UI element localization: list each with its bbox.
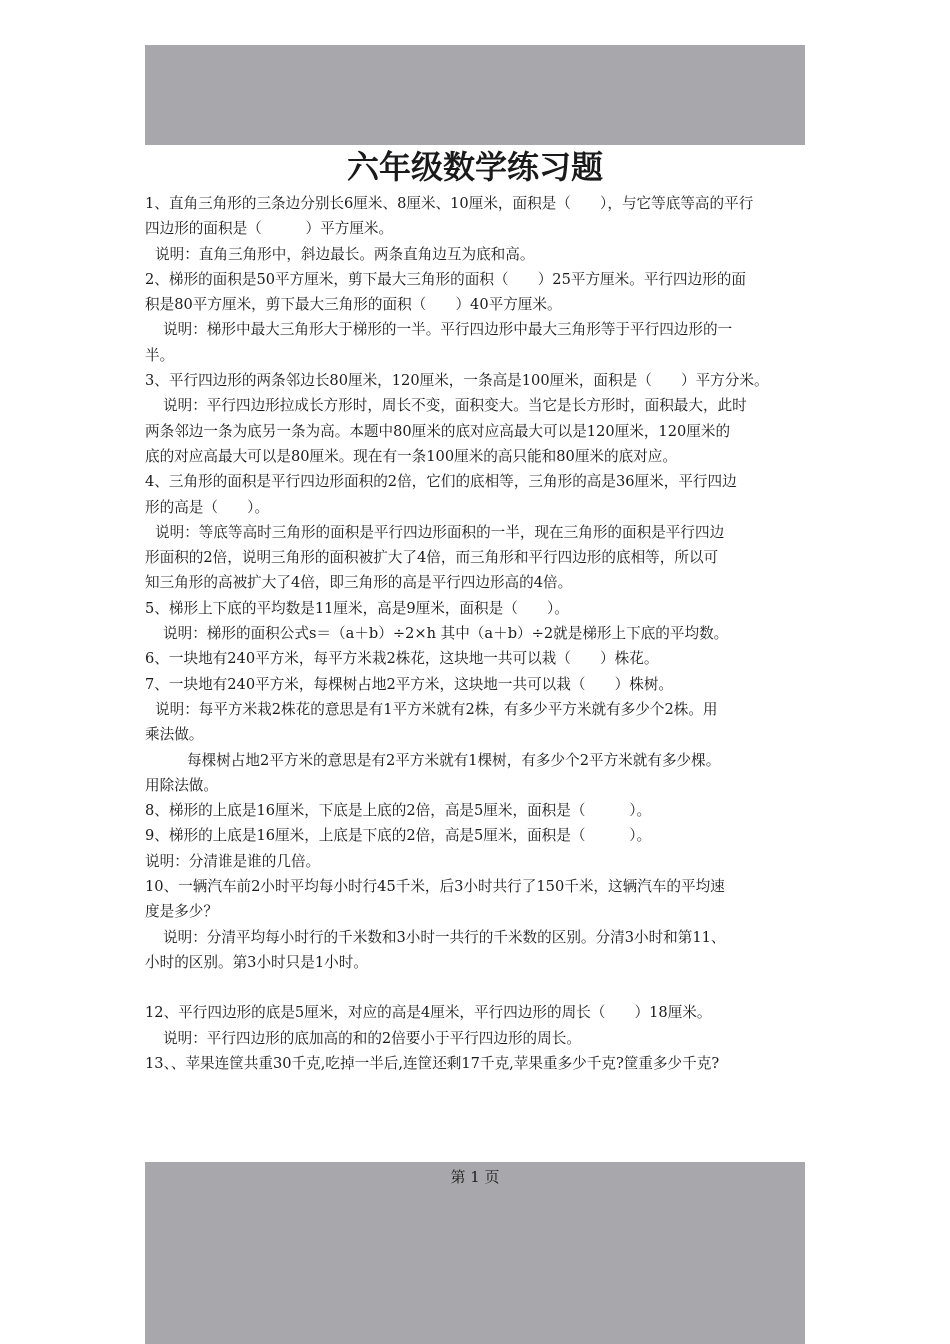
blank-line [145, 975, 813, 1000]
note-4-line-2: 形面积的2倍，说明三角形的面积被扩大了4倍，而三角形和平行四边形的底相等，所以可 [145, 549, 719, 567]
question-1-line-1: 1、直角三角形的三条边分别长6厘米、8厘米、10厘米，面积是（ ），与它等底等高的平行 [145, 195, 754, 212]
question-13: 13、、苹果连筐共重30千克,吃掉一半后,连筐还剩17千克,苹果重多少千克?筐重多少千克? [145, 1054, 720, 1072]
footer-band [145, 1162, 805, 1344]
question-2-line-1: 2、梯形的面积是50平方厘米，剪下最大三角形的面积（ ）25平方厘米。平行四边形的面 [145, 270, 746, 288]
question-2-line-2: 积是80平方厘米，剪下最大三角形的面积（ ）40平方厘米。 [145, 296, 562, 314]
note-12: 说明：平行四边形的底加高的和的2倍要小于平行四边形的周长。 [163, 1029, 581, 1047]
question-1-line-2: 四边形的面积是（ ）平方厘米。 [145, 220, 394, 238]
question-4-line-2: 形的高是（ ）。 [145, 498, 270, 516]
note-10-line-2: 小时的区别。第3小时只是1小时。 [145, 953, 368, 971]
note-2-line-2: 半。 [145, 346, 175, 364]
question-8: 8、梯形的上底是16厘米，下底是上底的2倍，高是5厘米，面积是（ ）。 [145, 802, 652, 820]
note-10-line-1: 说明：分清平均每小时行的千米数和3小时一共行的千米数的区别。分清3小时和第11、 [163, 928, 726, 946]
note-7-line-1: 说明：每平方米栽2株花的意思是有1平方米就有2株，有多少平方米就有多少个2株。用 [155, 700, 718, 718]
note-2-line-1: 说明：梯形中最大三角形大于梯形的一半。平行四边形中最大三角形等于平行四边形的一 [163, 321, 733, 339]
page-title: 六年级数学练习题 [346, 148, 603, 186]
note-3-line-3: 底的对应高最大可以是80厘米。现在有一条100厘米的高只能和80厘米的底对应。 [145, 447, 677, 465]
question-4-line-1: 4、三角形的面积是平行四边形面积的2倍，它们的底相等，三角形的高是36厘米，平行四边 [145, 473, 737, 491]
header-band [145, 45, 805, 145]
page-number: 第 1 页 [450, 1168, 500, 1186]
note-7-line-3: 每棵树占地2平方米的意思是有2平方米就有1棵树，有多少个2平方米就有多少棵。 [187, 751, 721, 769]
question-9: 9、梯形的上底是16厘米，上底是下底的2倍，高是5厘米，面积是（ ）。 [145, 827, 652, 845]
note-4-line-3: 知三角形的高被扩大了4倍，即三角形的高是平行四边形高的4倍。 [145, 574, 573, 592]
question-10-line-1: 10、一辆汽车前2小时平均每小时行45千米，后3小时共行了150千米，这辆汽车的平均速 [145, 878, 725, 896]
note-3-line-1: 说明：平行四边形拉成长方形时，周长不变，面积变大。当它是长方形时，面积最大，此时 [163, 397, 747, 415]
note-7-line-4: 用除法做。 [145, 776, 218, 794]
question-7: 7、一块地有240平方米，每棵树占地2平方米，这块地一共可以栽（ ）株树。 [145, 675, 674, 693]
note-1: 说明：直角三角形中，斜边最长。两条直角边互为底和高。 [155, 245, 535, 263]
document-body [145, 191, 813, 1076]
note-7-line-2: 乘法做。 [145, 726, 204, 744]
question-3: 3、平行四边形的两条邻边长80厘米，120厘米，一条高是100厘米，面积是（ ）平方分米。 [145, 372, 769, 390]
note-4-line-1: 说明：等底等高时三角形的面积是平行四边形面积的一半，现在三角形的面积是平行四边 [155, 523, 725, 541]
question-6: 6、一块地有240平方米，每平方米栽2株花，这块地一共可以栽（ ）株花。 [145, 650, 659, 668]
note-9: 说明：分清谁是谁的几倍。 [145, 852, 321, 870]
question-12: 12、平行四边形的底是5厘米，对应的高是4厘米，平行四边形的周长（ ）18厘米。 [145, 1004, 712, 1022]
question-5: 5、梯形上下底的平均数是11厘米，高是9厘米，面积是（ ）。 [145, 599, 569, 617]
note-3-line-2: 两条邻边一条为底另一条为高。本题中80厘米的底对应高最大可以是120厘米，120厘米的 [145, 422, 731, 440]
note-5: 说明：梯形的面积公式s＝（a＋b）÷2×h 其中（a＋b）÷2就是梯形上下底的平均数。 [163, 625, 729, 643]
question-10-line-2: 度是多少？ [145, 903, 218, 921]
